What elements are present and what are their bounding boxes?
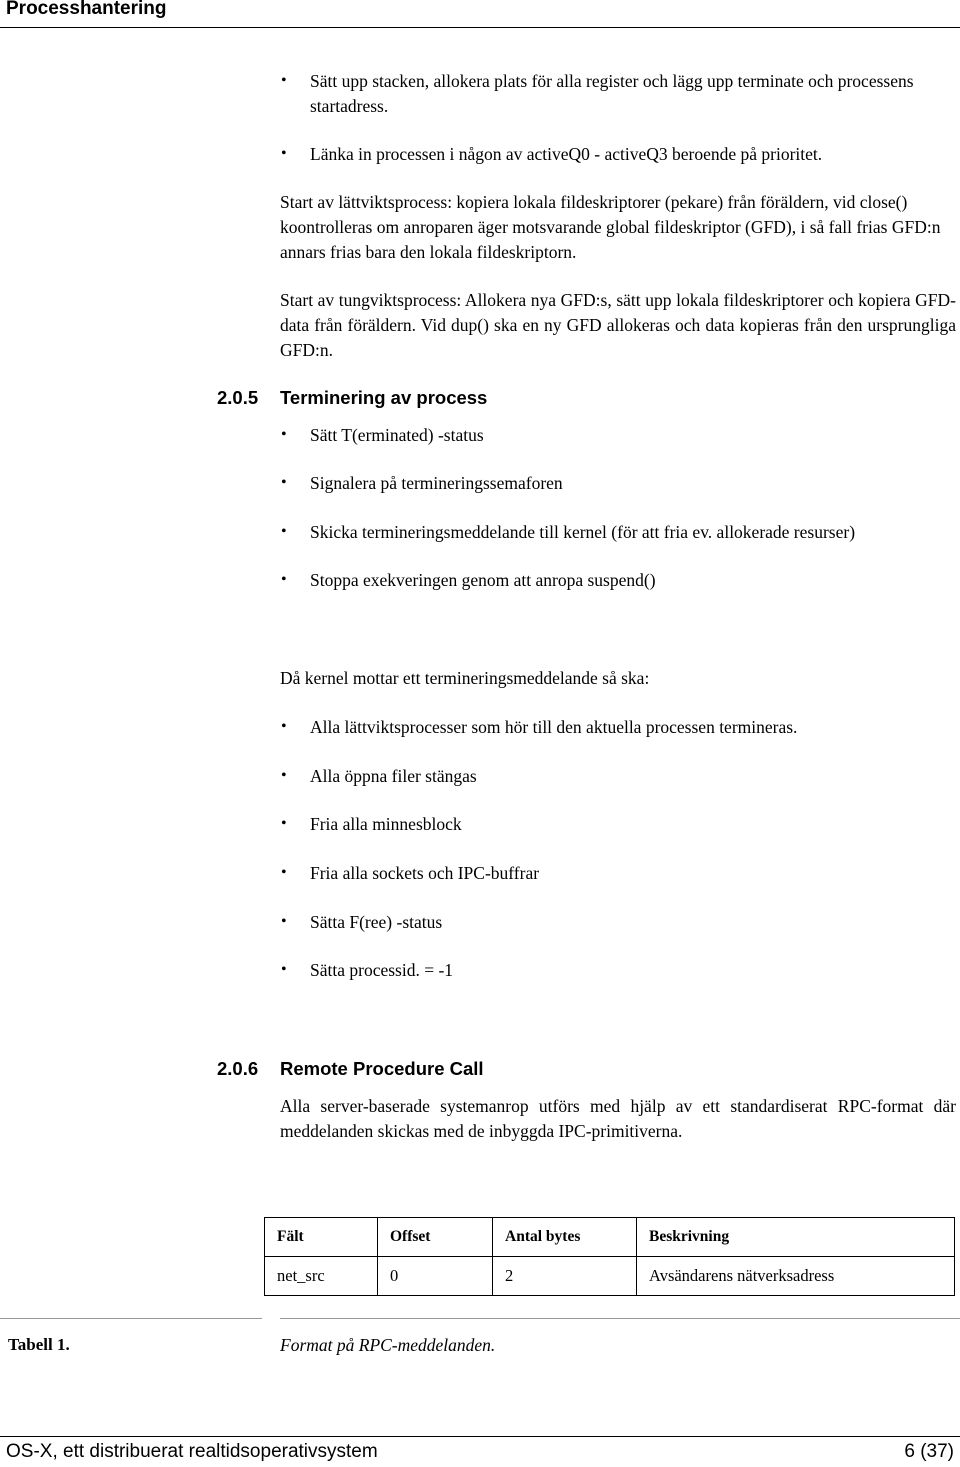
bullet-icon: • — [281, 571, 287, 588]
list-item: Alla öppna filer stängas — [310, 766, 477, 786]
list-item: Stoppa exekveringen genom att anropa suspend() — [310, 570, 656, 590]
table-header-row — [265, 1218, 955, 1257]
list-item: Fria alla minnesblock — [310, 814, 462, 834]
rpc-format-table — [264, 1217, 955, 1296]
table-header-cell: Fält — [265, 1218, 378, 1257]
list-item: Signalera på termineringssemaforen — [310, 473, 563, 493]
list-item: Sätta processid. = -1 — [310, 960, 454, 980]
table-cell: 2 — [493, 1257, 637, 1296]
section-number: 2.0.5 — [217, 387, 259, 408]
kernel-intro: Då kernel mottar ett termineringsmeddelande så ska: — [280, 668, 650, 688]
list-item: Sätt upp stacken, allokera plats för alla register och lägg upp terminate och processens startadress. — [310, 71, 914, 116]
list-item: Skicka termineringsmeddelande till kernel (för att fria ev. allokerade resurser) — [310, 522, 856, 542]
running-header: Processhantering — [6, 0, 167, 19]
bullet-icon: • — [281, 767, 287, 784]
footer-rule — [0, 1436, 960, 1437]
list-item: Fria alla sockets och IPC-buffrar — [310, 863, 540, 883]
table-header-cell: Offset — [378, 1218, 493, 1257]
list-item: Sätta F(ree) -status — [310, 912, 443, 932]
header-rule — [0, 27, 960, 28]
bullet-icon: • — [281, 426, 287, 443]
bullet-icon: • — [281, 913, 287, 930]
list-item: Länka in processen i någon av activeQ0 - activeQ3 beroende på prioritet. — [310, 144, 823, 164]
table-cell: Avsändarens nätverksadress — [637, 1257, 955, 1296]
table-caption-label: Tabell 1. — [8, 1335, 70, 1354]
section-title: Remote Procedure Call — [280, 1058, 484, 1079]
table-cell: 0 — [378, 1257, 493, 1296]
caption-rule-left — [0, 1318, 262, 1319]
paragraph-heavyweight-process: Start av tungviktsprocess: Allokera nya GFD:s, sätt upp lokala fildeskriptorer och kopiera GFD-data från föräldern. Vid dup() ska en ny GFD allokeras och data kopieras från den ursprungliga GFD:n. — [280, 290, 956, 360]
section-number: 2.0.6 — [217, 1058, 259, 1079]
list-item: Alla lättviktsprocesser som hör till den aktuella processen termineras. — [310, 717, 798, 737]
table-header-cell: Antal bytes — [493, 1218, 637, 1257]
footer-page-number: 6 (37) — [904, 1441, 954, 1462]
table-header-cell: Beskrivning — [637, 1218, 955, 1257]
bullet-icon: • — [281, 523, 287, 540]
paragraph-lightweight-process: Start av lättviktsprocess: kopiera lokala fildeskriptorer (pekare) från föräldern, vid close() koontrolleras om anroparen äger motsvarande global fildeskriptor (GFD), i så fall frias GFD:n annars frias bara den lokala fildeskriptorn. — [280, 192, 941, 262]
bullet-icon: • — [281, 718, 287, 735]
list-item: Sätt T(erminated) -status — [310, 425, 484, 445]
bullet-icon: • — [281, 961, 287, 978]
bullet-icon: • — [281, 145, 287, 162]
table-caption-text: Format på RPC-meddelanden. — [280, 1335, 496, 1355]
paragraph-rpc: Alla server-baserade systemanrop utförs med hjälp av ett standardiserat RPC-format där meddelanden skickas med de inbyggda IPC-primitiverna. — [280, 1096, 956, 1141]
section-title: Terminering av process — [280, 387, 488, 408]
bullet-icon: • — [281, 864, 287, 881]
bullet-icon: • — [281, 815, 287, 832]
caption-rule-right — [280, 1318, 960, 1319]
table-cell: net_src — [265, 1257, 378, 1296]
bullet-icon: • — [281, 72, 287, 89]
footer-document-title: OS-X, ett distribuerat realtidsoperativsystem — [6, 1441, 378, 1462]
bullet-icon: • — [281, 474, 287, 491]
table-row — [265, 1257, 955, 1296]
